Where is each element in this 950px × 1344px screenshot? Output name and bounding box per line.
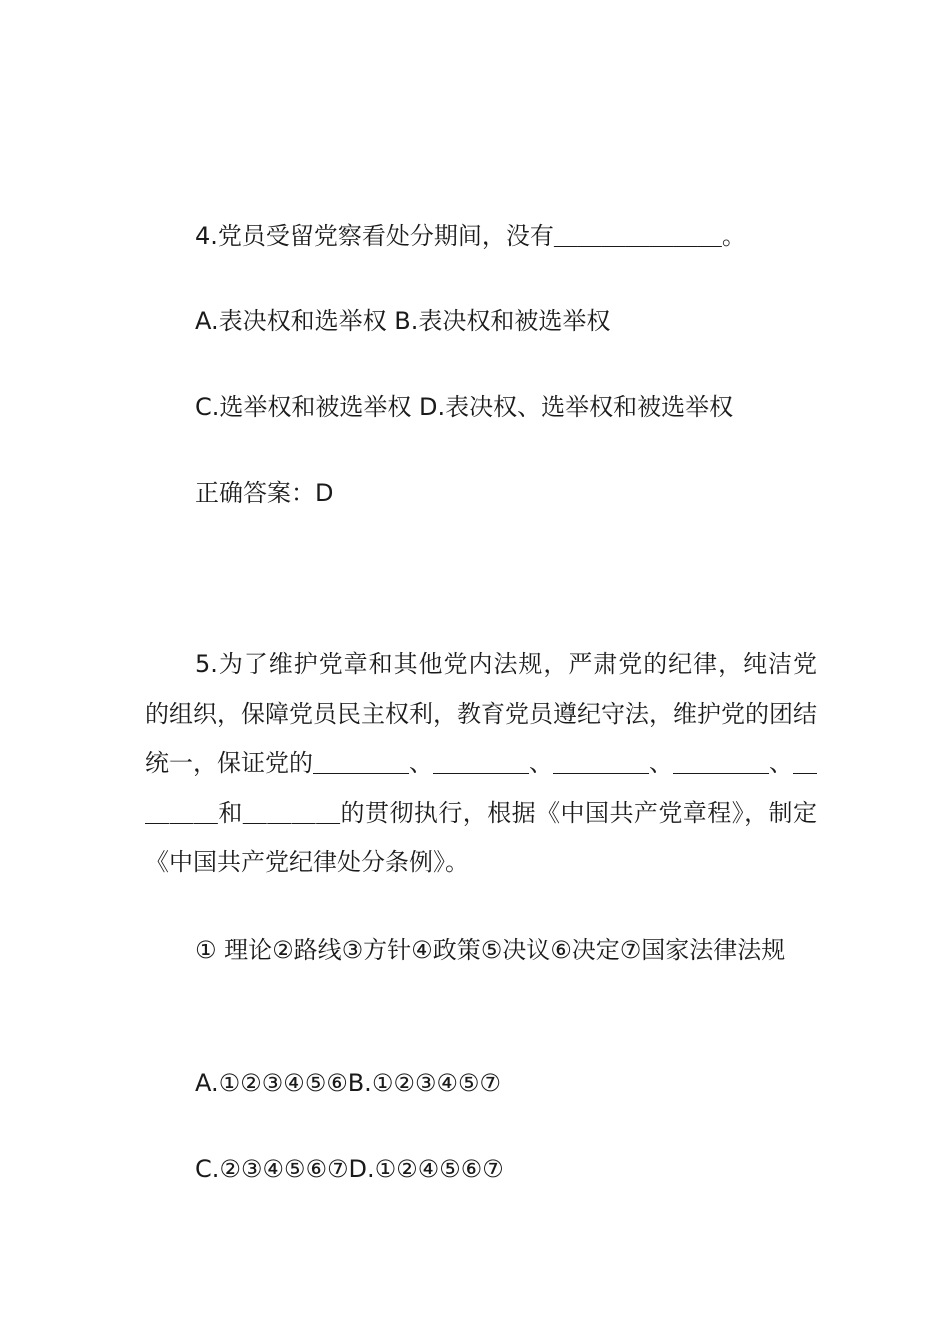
question-5-options-cd: C.②③④⑤⑥⑦D.①②④⑤⑥⑦ [195, 1155, 504, 1183]
question-4-text: 4.党员受留党察看处分期间，没有＿＿＿＿＿＿＿。 [195, 222, 746, 250]
question-4-answer: 正确答案：D [195, 479, 334, 507]
question-5-items: ① 理论②路线③方针④政策⑤决议⑥决定⑦国家法律法规 [195, 936, 786, 964]
question-5-options-ab: A.①②③④⑤⑥B.①②③④⑤⑦ [195, 1069, 501, 1097]
question-4-options-cd: C.选举权和被选举权 D.表决权、选举权和被选举权 [195, 393, 734, 421]
question-4-options-ab: A.表决权和选举权 B.表决权和被选举权 [195, 307, 611, 335]
question-5-text: 5.为了维护党章和其他党内法规，严肃党的纪律，纯洁党的组织，保障党员民主权利，教育党员遵纪守法，维护党的团结统一，保证党的＿＿＿＿、＿＿＿＿、＿＿＿＿、＿＿＿＿、＿＿＿＿和＿＿＿＿的贯彻执行，根据《中国共产党章程》，制定《中国共产党纪律处分条例》。 [145, 650, 817, 876]
